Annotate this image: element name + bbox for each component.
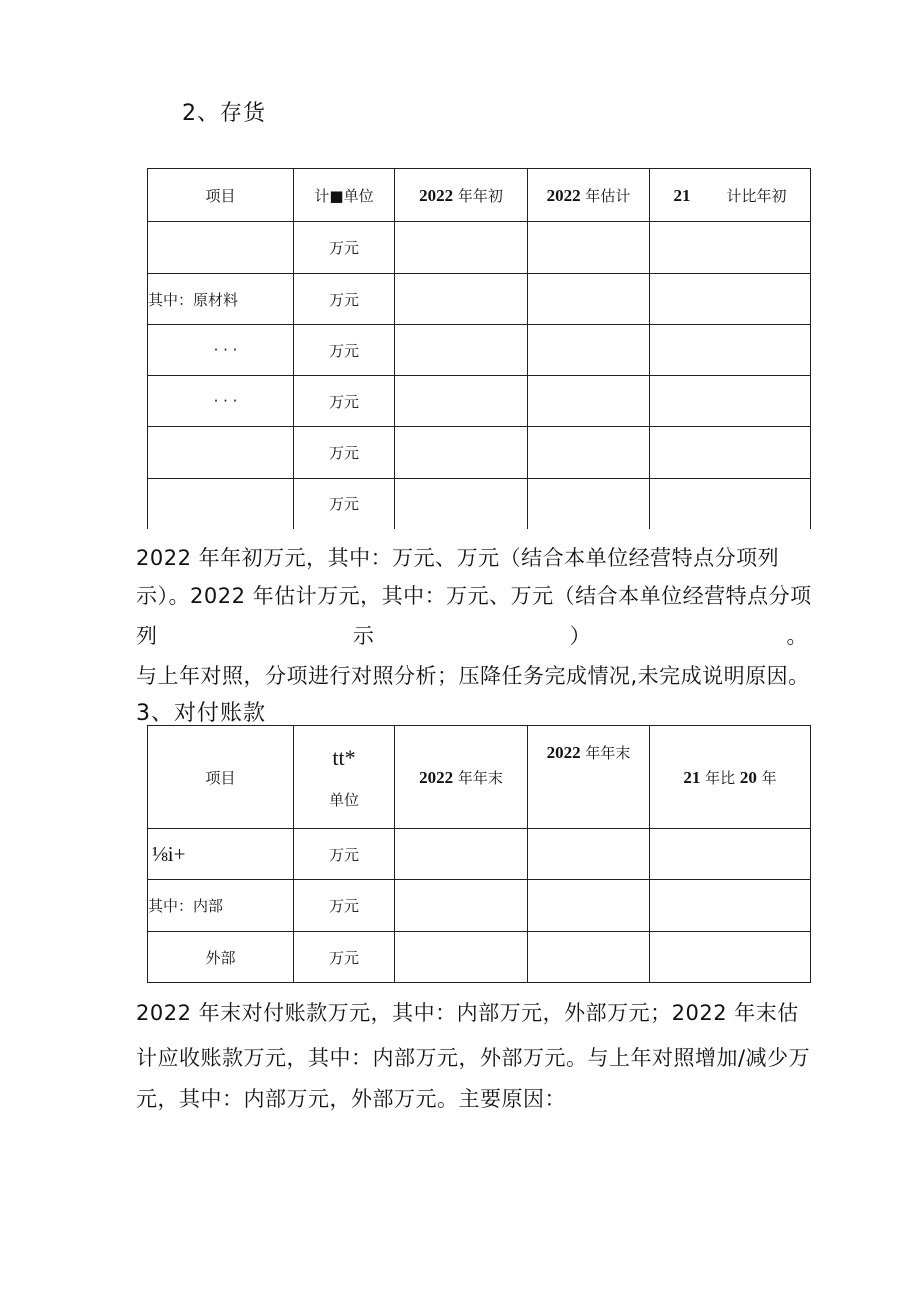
- table-row: [148, 932, 811, 983]
- cell: [395, 222, 528, 274]
- cell: [395, 829, 528, 880]
- header-col1-year: 2022: [419, 185, 454, 205]
- cell: [395, 880, 528, 932]
- header-col2-suffix: 年年末: [585, 744, 631, 762]
- payables-para-line3: 元，其中：内部万元，外部万元。主要原因：: [136, 1087, 566, 1111]
- row-label: 其中：原材料: [148, 274, 294, 325]
- cell: [528, 427, 650, 479]
- table-row: [148, 325, 811, 376]
- payables-table: [147, 725, 811, 983]
- header-col3-a: 21: [683, 767, 701, 787]
- cell: [528, 274, 650, 325]
- cell: [395, 325, 528, 376]
- line3-part: 。: [786, 624, 808, 648]
- row-unit: 万元: [294, 274, 395, 325]
- row-label: 外部: [148, 932, 294, 983]
- header-col1-year: 2022: [419, 767, 454, 787]
- inventory-para-line4: 与上年对照，分项进行对照分析；压降任务完成情况,未完成说明原因。: [136, 664, 810, 688]
- line3-part: 示: [352, 624, 375, 648]
- header-col2: [528, 169, 650, 222]
- cell: [395, 479, 528, 529]
- table-row: [148, 427, 811, 479]
- header-col3-c: 20: [739, 767, 757, 787]
- inventory-para-line2: 示）。2022 年估计万元，其中：万元、万元（结合本单位经营特点分项: [136, 584, 812, 608]
- table-row: [148, 880, 811, 932]
- header-item: 项目: [148, 169, 294, 222]
- cell: [650, 222, 811, 274]
- row-unit: 万元: [294, 376, 395, 427]
- payables-para-line2: 计应收账款万元，其中：内部万元，外部万元。与上年对照增加/减少万: [136, 1046, 811, 1070]
- table-row: [148, 274, 811, 325]
- row-unit: 万元: [294, 479, 395, 529]
- header-col3-b: 年比: [705, 768, 736, 787]
- row-unit: 万元: [294, 427, 395, 479]
- header-item: 项目: [148, 726, 294, 829]
- row-label: 其中：内部: [148, 880, 294, 932]
- table-row: [148, 829, 811, 880]
- row-label: [148, 479, 294, 529]
- header-col2: [528, 726, 650, 829]
- cell: [528, 932, 650, 983]
- header-unit: [294, 726, 395, 829]
- cell: [395, 274, 528, 325]
- header-col1: [395, 169, 528, 222]
- cell: [528, 479, 650, 529]
- cell: [528, 222, 650, 274]
- header-col1-suffix: 年年初: [457, 186, 503, 205]
- header-col3: [650, 169, 811, 222]
- header-col1: [395, 726, 528, 829]
- cell: [650, 880, 811, 932]
- row-unit: 万元: [294, 880, 395, 932]
- header-col2-year: 2022: [546, 743, 581, 762]
- header-col3-year: 21: [673, 185, 691, 205]
- row-unit: 万元: [294, 932, 395, 983]
- cell: [528, 829, 650, 880]
- row-unit: 万元: [294, 829, 395, 880]
- table-header-row: [148, 169, 811, 222]
- section-3-heading: 3、对付账款: [136, 701, 266, 726]
- header-unit-bottom: 单位: [328, 790, 359, 809]
- line3-part: ）: [569, 624, 592, 648]
- header-unit-top: tt*: [332, 744, 356, 770]
- header-col3-suffix: 计比年初: [726, 186, 787, 205]
- row-label: [148, 222, 294, 274]
- cell: [650, 932, 811, 983]
- cell: [650, 325, 811, 376]
- row-label: ⅛i+: [148, 829, 294, 880]
- section-2-heading: 2、存货: [182, 101, 266, 126]
- inventory-para-line3: [136, 620, 808, 650]
- row-unit: 万元: [294, 222, 395, 274]
- header-col2-suffix: 年估计: [585, 186, 631, 205]
- cell: [650, 479, 811, 529]
- table-row: [148, 222, 811, 274]
- header-col3-d: 年: [761, 768, 777, 787]
- cell: [650, 829, 811, 880]
- cell: [395, 427, 528, 479]
- row-label: · · ·: [148, 376, 294, 427]
- cell: [650, 376, 811, 427]
- payables-para-line1: 2022 年末对付账款万元，其中：内部万元，外部万元；2022 年末估: [136, 1001, 799, 1025]
- cell: [395, 376, 528, 427]
- cell: [650, 274, 811, 325]
- table-row: [148, 479, 811, 529]
- inventory-para-line1: 2022 年年初万元，其中：万元、万元（结合本单位经营特点分项列: [136, 546, 780, 570]
- line3-part: 列: [136, 624, 158, 648]
- table-row: [148, 376, 811, 427]
- inventory-table: [147, 168, 811, 529]
- row-label: [148, 427, 294, 479]
- cell: [650, 427, 811, 479]
- cell: [528, 376, 650, 427]
- row-label: · · ·: [148, 325, 294, 376]
- cell: [528, 325, 650, 376]
- cell: [395, 932, 528, 983]
- cell: [528, 880, 650, 932]
- table-header-row: [148, 726, 811, 829]
- header-unit: 计■单位: [294, 169, 395, 222]
- header-col1-suffix: 年年末: [457, 768, 503, 787]
- header-col2-year: 2022: [546, 185, 581, 205]
- header-col3: [650, 726, 811, 829]
- row-unit: 万元: [294, 325, 395, 376]
